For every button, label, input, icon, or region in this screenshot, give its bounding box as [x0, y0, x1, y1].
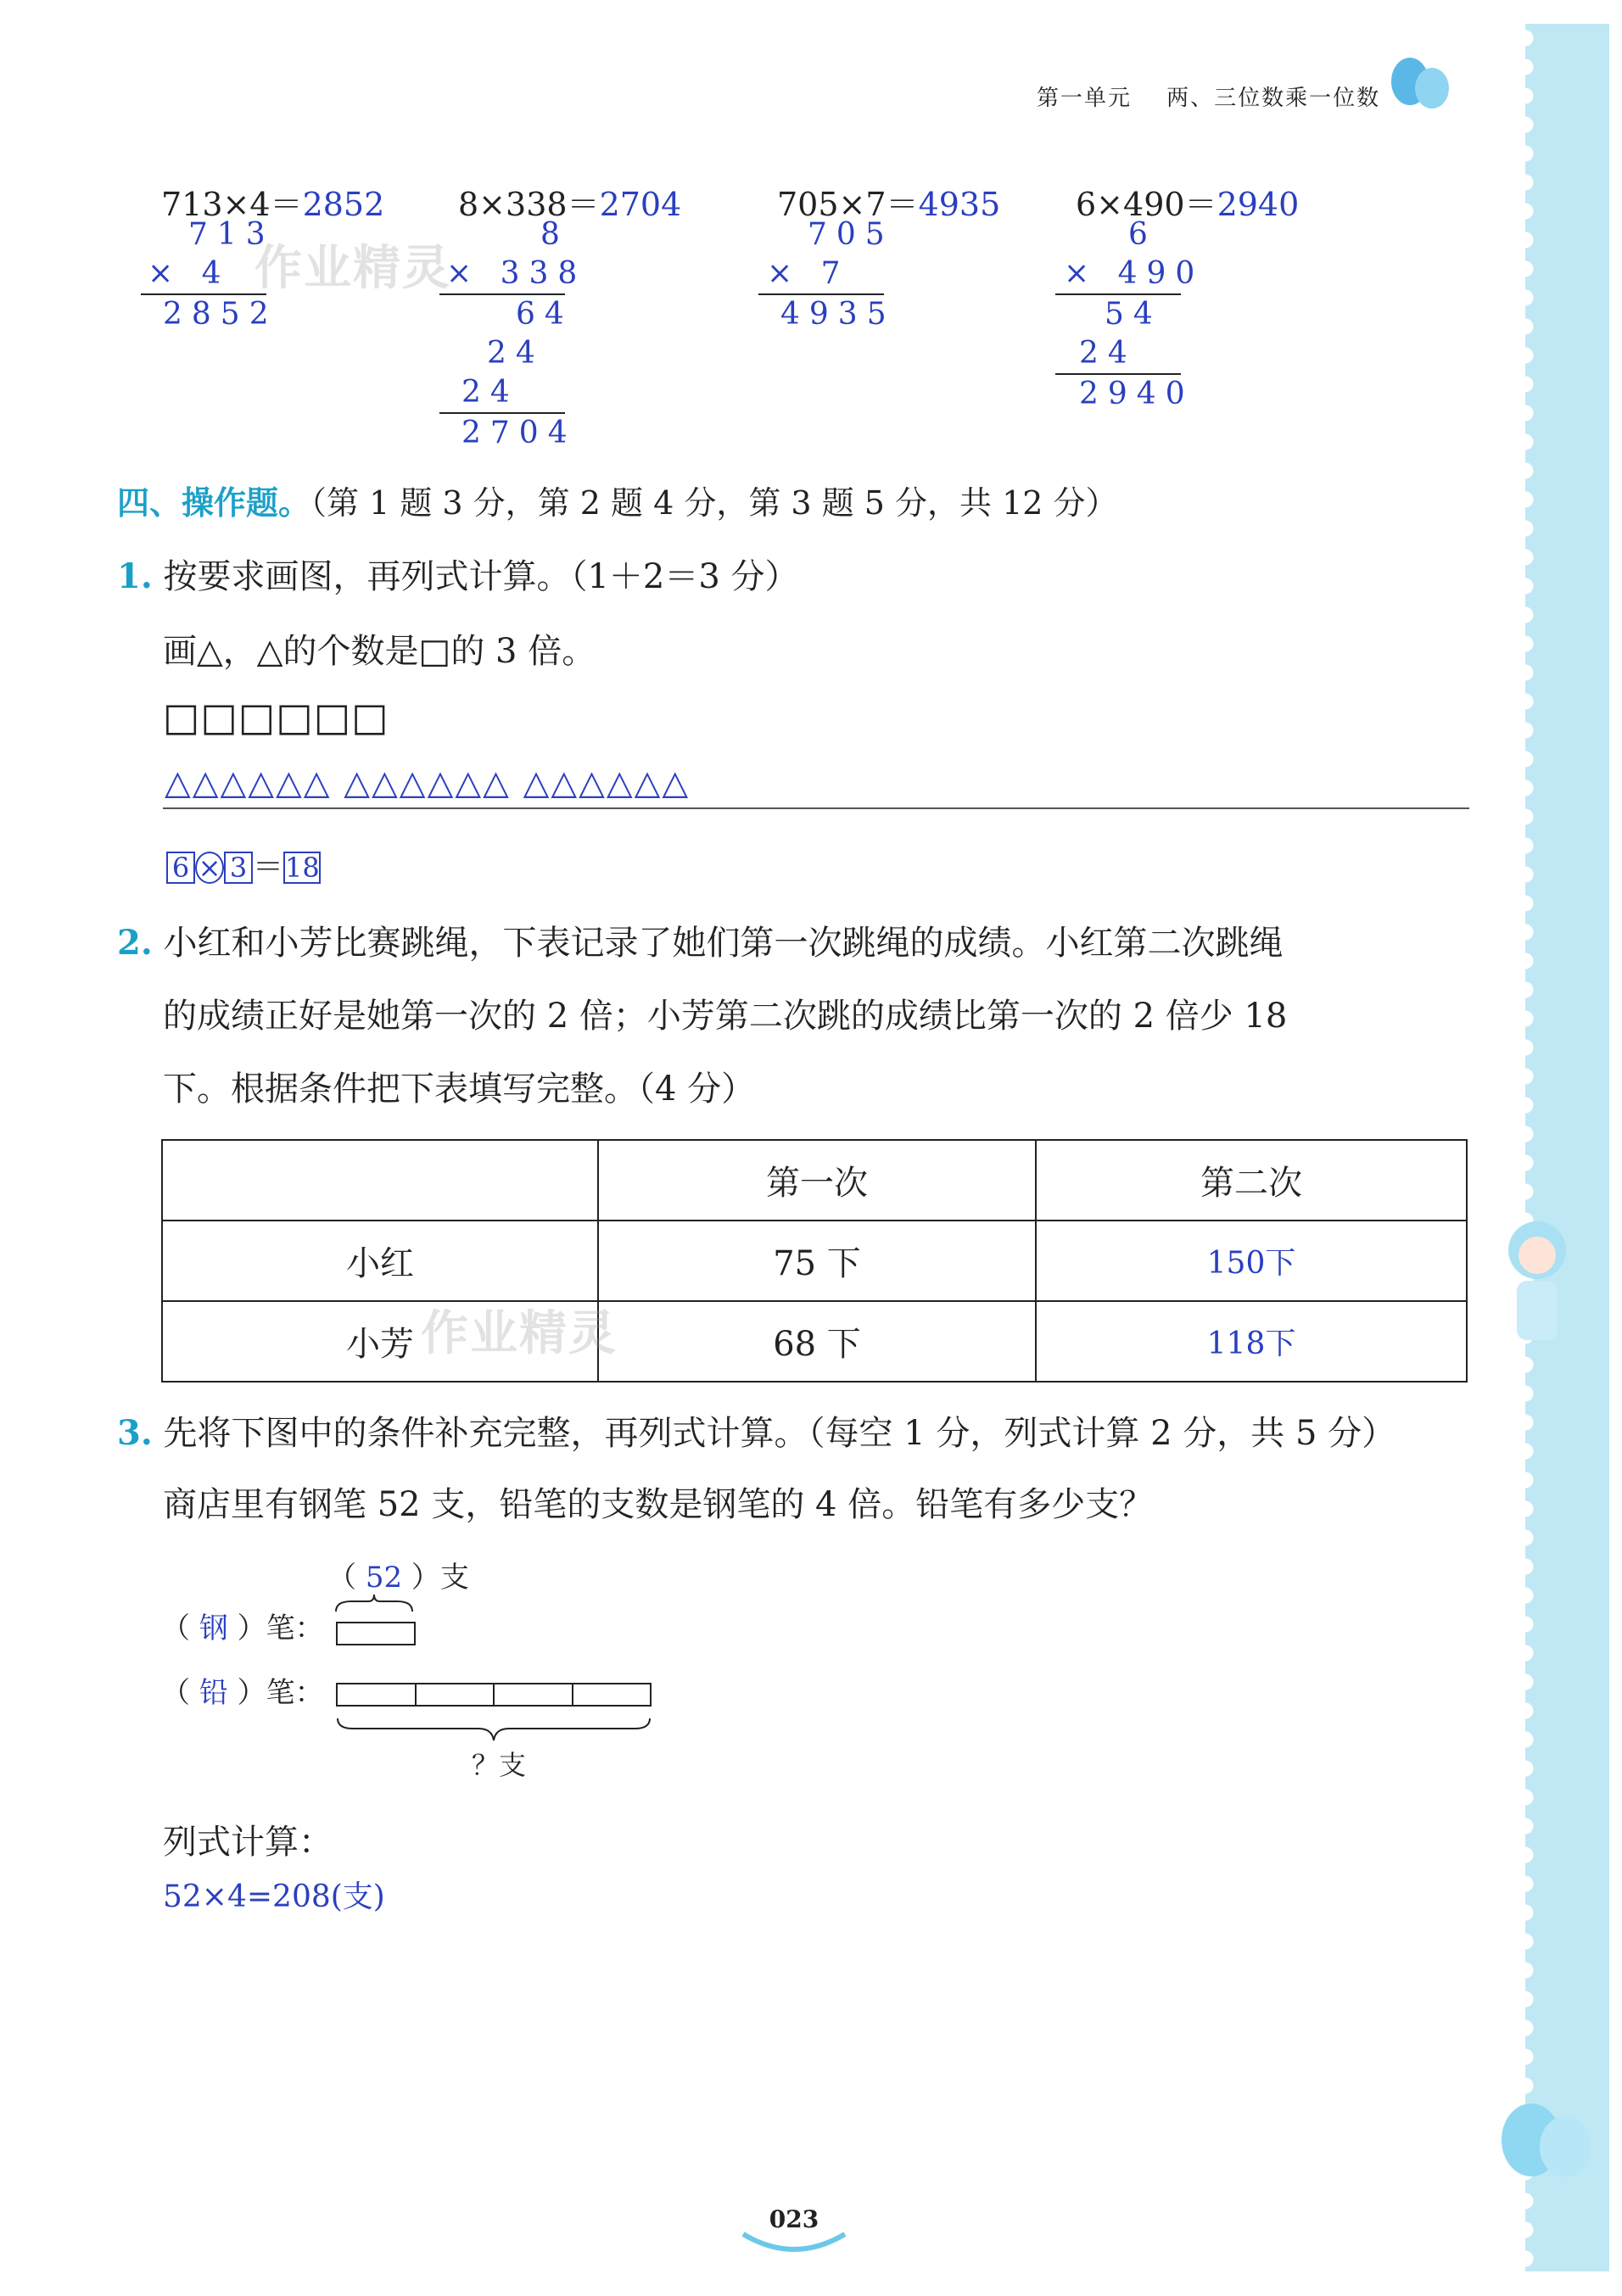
equation-box: 3: [224, 852, 253, 884]
calc-4-multiplier: × 490: [1064, 256, 1205, 291]
calc-3-line: [758, 293, 884, 295]
calc-label: 列式计算：: [163, 1823, 333, 1862]
table-cell-name: 小芳: [162, 1301, 598, 1382]
calc-2-result: 2704: [461, 416, 577, 450]
table-row: [162, 1221, 1467, 1301]
calc-3-multiplier: × 7: [767, 256, 850, 291]
header-unit: 第一单元: [1037, 86, 1133, 111]
table-row: [162, 1301, 1467, 1382]
calc-4-top: 6: [1128, 217, 1157, 252]
score-table: [161, 1139, 1468, 1383]
equation-box: 6: [166, 852, 195, 884]
diagram-bottom-label: ？支: [472, 1749, 527, 1781]
calc-2-top: 8: [540, 217, 569, 252]
calc-2-partial: 64: [516, 297, 573, 332]
calc-expression: 6×490＝: [1076, 186, 1217, 223]
question-text: 小红和小芳比赛跳绳，下表记录了她们第一次跳绳的成绩。小红第二次跳绳: [163, 924, 1284, 963]
calc-1-multiplier: × 4: [148, 256, 231, 291]
question-number: 2.: [117, 923, 153, 963]
header-topic: 两、三位数乘一位数: [1166, 86, 1381, 111]
calc-2: [458, 178, 681, 225]
watermark: 作业精灵: [421, 1306, 618, 1361]
calc-1-result: 2852: [163, 297, 278, 332]
question-text: 按要求画图，再列式计算。（1＋2＝3 分）: [163, 557, 799, 596]
table-cell-second[interactable]: 118下: [1036, 1301, 1467, 1382]
question-text: 的成绩正好是她第一次的 2 倍；小芳第二次跳的成绩比第一次的 2 倍少 18: [163, 997, 1288, 1036]
section-heading: [117, 477, 1118, 523]
question-1: [117, 550, 799, 598]
calc-expression: 713×4＝: [161, 186, 303, 223]
table-header-cell: [162, 1140, 598, 1221]
balloon-icon: [1415, 68, 1449, 109]
calc-answer: 2852: [302, 186, 385, 223]
calc-1-line: [141, 293, 266, 295]
question-text: 商店里有钢笔 52 支，铅笔的支数是钢笔的 4 倍。铅笔有多少支？: [163, 1485, 1154, 1524]
table-header-cell: 第二次: [1036, 1140, 1467, 1221]
table-header-row: [162, 1140, 1467, 1221]
table-cell-first: 75 下: [598, 1221, 1036, 1301]
calc-4-partial: 24: [1079, 336, 1137, 371]
diagram-fill-value[interactable]: 52: [365, 1561, 403, 1595]
diagram-brace-top: [334, 1593, 414, 1613]
equation-op-box: ×: [195, 852, 224, 884]
calc-answer: 2704: [599, 186, 682, 223]
balloon-icon: [1540, 2116, 1591, 2177]
table-cell-second[interactable]: 150下: [1036, 1221, 1467, 1301]
calc-4-line: [1055, 373, 1181, 375]
question-3: [117, 1406, 1395, 1455]
section-score: （第 1 题 3 分，第 2 题 4 分，第 3 题 5 分，共 12 分）: [310, 484, 1118, 522]
diagram-bar-pen: [336, 1622, 416, 1645]
girl-mascot-icon: [1503, 1221, 1571, 1366]
equation-equals: ＝: [253, 850, 284, 885]
q1-triangles: △△△△△△ △△△△△△ △△△△△△: [165, 763, 691, 802]
question-number: 3.: [117, 1413, 153, 1453]
diagram-brace-bottom: [336, 1717, 652, 1742]
calc-2-partial: 24: [487, 336, 545, 371]
calc-4-result: 2940: [1079, 377, 1194, 411]
q1-squares: □□□□□□: [163, 694, 389, 740]
calc-4-line: [1055, 293, 1181, 295]
calc-2-partial: 24: [461, 375, 519, 410]
question-number: 1.: [117, 556, 153, 596]
side-decoration-wave: [1525, 24, 1544, 2271]
calc-3-top: 705: [808, 217, 894, 252]
calc-2-multiplier: × 338: [446, 256, 587, 291]
diagram-row-pen: （ 钢 ）笔：: [161, 1612, 324, 1645]
calc-answer-text[interactable]: 52×4=208(支): [163, 1880, 385, 1914]
table-cell-name: 小红: [162, 1221, 598, 1301]
calc-4-partial: 54: [1105, 297, 1162, 332]
diagram-fill-pencil[interactable]: 铅: [199, 1676, 228, 1710]
diagram-fill-pen[interactable]: 钢: [199, 1612, 228, 1645]
question-2: [117, 916, 1283, 964]
page-number: 023: [769, 2205, 819, 2233]
page-header: [1037, 81, 1380, 112]
side-decoration-strip: [1540, 24, 1609, 2271]
calc-3-result: 4935: [780, 297, 896, 332]
q1-equation: [166, 843, 321, 886]
calc-1-top: 713: [188, 217, 275, 252]
calc-expression: 8×338＝: [458, 186, 600, 223]
diagram-row-pencil: （ 铅 ）笔：: [161, 1676, 324, 1710]
calc-4: [1076, 178, 1299, 225]
diagram-bar-pencil: [336, 1683, 652, 1707]
page-number-ornament: [740, 2231, 848, 2256]
q1-answer-line: [163, 807, 1469, 809]
section-title: 四、操作题。: [117, 484, 311, 522]
calc-expression: 705×7＝: [777, 186, 919, 223]
diagram-top-label: （ 52 ）支: [327, 1561, 469, 1595]
calc-2-line: [439, 293, 565, 295]
table-cell-first: 68 下: [598, 1301, 1036, 1382]
equation-box: 18: [285, 852, 320, 884]
question-text: 下。根据条件把下表填写完整。（4 分）: [163, 1070, 756, 1109]
calc-2-line: [439, 412, 565, 414]
calc-answer: 2940: [1216, 186, 1300, 223]
question-text: 先将下图中的条件补充完整，再列式计算。（每空 1 分，列式计算 2 分，共 5 分）: [163, 1414, 1396, 1453]
watermark: 作业精灵: [254, 241, 451, 296]
table-header-cell: 第一次: [598, 1140, 1036, 1221]
q1-instruction: 画△，△的个数是□的 3 倍。: [163, 632, 596, 671]
calc-answer: 4935: [918, 186, 1001, 223]
